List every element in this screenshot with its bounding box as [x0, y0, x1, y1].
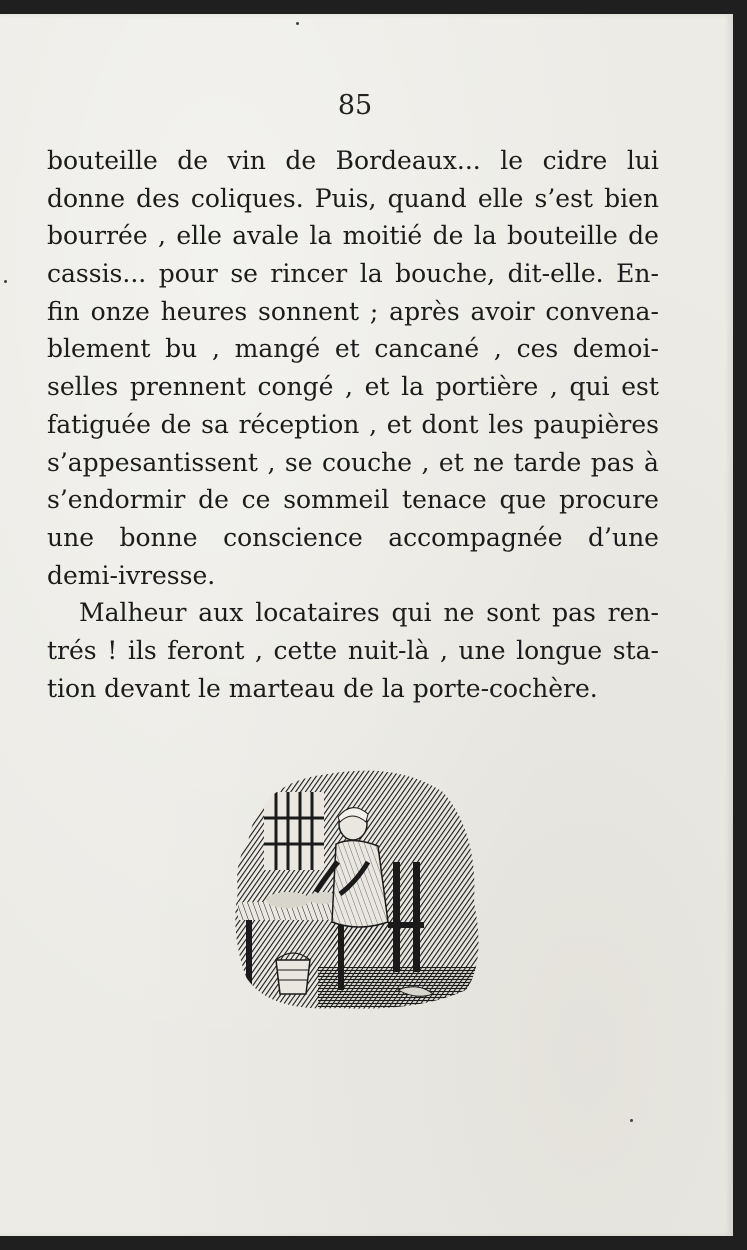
- text-line: s’appesantissent , se couche , et ne tarde pas à: [47, 447, 659, 477]
- book-page: [0, 14, 733, 1236]
- text-line: selles prennent congé , et la portière , qui est: [47, 372, 659, 402]
- paper-speck: [296, 22, 299, 25]
- paper-speck: [630, 1119, 633, 1122]
- text-line: fatiguée de sa réception , et dont les paupières: [47, 409, 659, 439]
- body-text: [47, 142, 659, 707]
- woodcut-engraving-icon: [228, 762, 486, 1012]
- text-line: une bonne conscience accompagnée d’une: [47, 522, 659, 552]
- text-line: fin onze heures sonnent ; après avoir convena-: [47, 296, 659, 326]
- text-line: Malheur aux locataires qui ne sont pas ren-: [79, 598, 659, 628]
- text-line: demi-ivresse.: [47, 560, 216, 590]
- text-line: bourrée , elle avale la moitié de la bouteille de: [47, 221, 659, 251]
- text-line: s’endormir de ce sommeil tenace que procure: [47, 485, 659, 515]
- text-line: donne des coliques. Puis, quand elle s’est bien: [47, 183, 659, 213]
- text-line: tion devant le marteau de la porte-cochère.: [47, 673, 598, 703]
- paper-speck: [4, 280, 7, 283]
- page-number: 85: [337, 90, 373, 121]
- text-line: bouteille de vin de Bordeaux... le cidre lui: [47, 146, 659, 175]
- text-line: cassis... pour se rincer la bouche, dit-elle. En-: [47, 259, 659, 289]
- paragraph: [47, 142, 659, 594]
- text-line: trés ! ils feront , cette nuit-là , une longue sta-: [47, 635, 659, 665]
- paragraph: [47, 594, 659, 707]
- text-line: blement bu , mangé et cancané , ces demoi-: [47, 334, 659, 364]
